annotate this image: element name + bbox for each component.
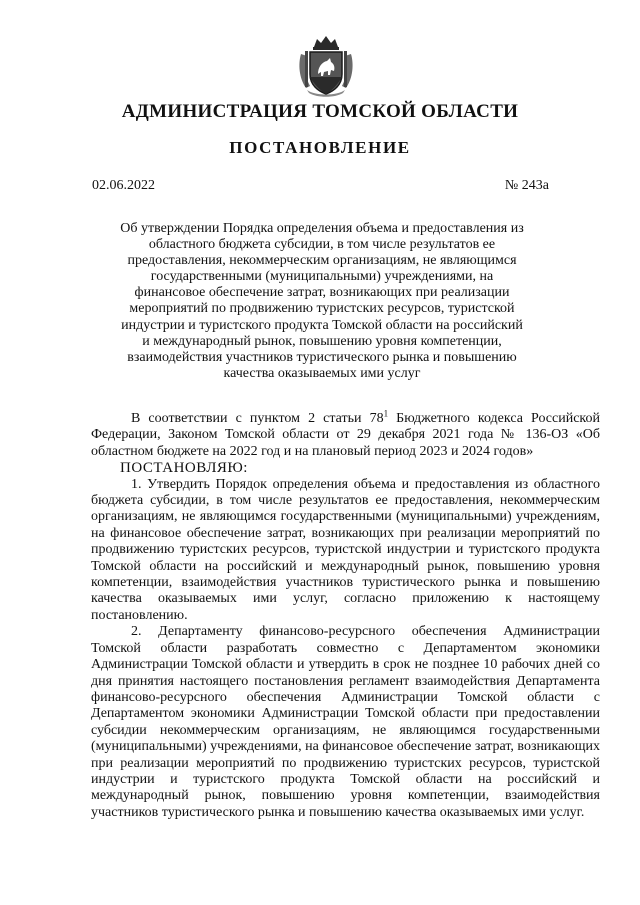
preamble-paragraph: [91, 408, 601, 460]
article-superscript: 1: [383, 408, 389, 419]
preamble-text-end: Бюджетного кодекса Российской Федерации, Законом Томской области от 29 декабря 2021 года № 136-ОЗ «Об областном бюджете на 2022 год и на плановый период 2023 и 2024 годов»: [91, 411, 601, 459]
decree-word: ПОСТАНОВЛЯЮ:: [120, 460, 248, 477]
item-paragraph-1: 1. Утвердить Порядок определения объема и предоставления из областного бюджета субсидии, в том числе результатов ее предоставления, некоммерческим организациям, не являющимся государственными (муниципальными) учреждениям, на финансовое обеспечение затрат, возникающих при реализации мероприятий по продвижению туристских ресурсов, туристской индустрии и туристского продукта Томской области на российский и международный рынок, повышению уровня компетенции, взаимодействия участников туристического рынка и повышению качества оказываемых ими услуг, согласно приложению к настоящему постановлению.: [91, 476, 600, 623]
document-subject: Об утверждении Порядка определения объема и предоставления из областного бюджета субсидии, в том числе результатов ее предоставления, некоммерческим организациям, не являющимся государственными (муниципальными) учреждениями, на финансовое обеспечение затрат, возникающих при реализации мероприятий по продвижению туристских ресурсов, туристской индустрии и туристского продукта Томской области на российский и международный рынок, повышению уровня компетенции, взаимодействия участников туристического рынка и повышению качества оказываемых ими услуг: [120, 221, 524, 381]
coat-of-arms-icon: [297, 34, 355, 98]
item-paragraph-2: 2. Департаменту финансово-ресурсного обеспечения Администрации Томской области разработать совместно с Департаментом экономики Администрации Томской области и утвердить в срок не позднее 10 рабочих дней со дня принятия настоящего постановления регламент взаимодействия Департамента финансово-ресурсного обеспечения Администрации Томской области с Департаментом экономики Администрации Томской области при предоставлении субсидии некоммерческим организациям, не являющимся государственными (муниципальными) учреждениями, на финансовое обеспечение затрат, возникающих при реализации мероприятий по продвижению туристских ресурсов, туристской индустрии и туристского продукта Томской области на российский и международный рынок, повышению уровня компетенции, взаимодействия участников туристического рынка и повышению качества оказываемых ими услуг.: [91, 624, 600, 820]
document-type-title: ПОСТАНОВЛЕНИЕ: [229, 138, 411, 157]
document-body: [91, 408, 601, 821]
document-number: № 243а: [504, 178, 549, 193]
preamble-text-start: В соответствии с пунктом 2 статьи 78: [131, 411, 384, 426]
document-date: 02.06.2022: [92, 178, 155, 193]
organization-title: АДМИНИСТРАЦИЯ ТОМСКОЙ ОБЛАСТИ: [121, 101, 519, 122]
